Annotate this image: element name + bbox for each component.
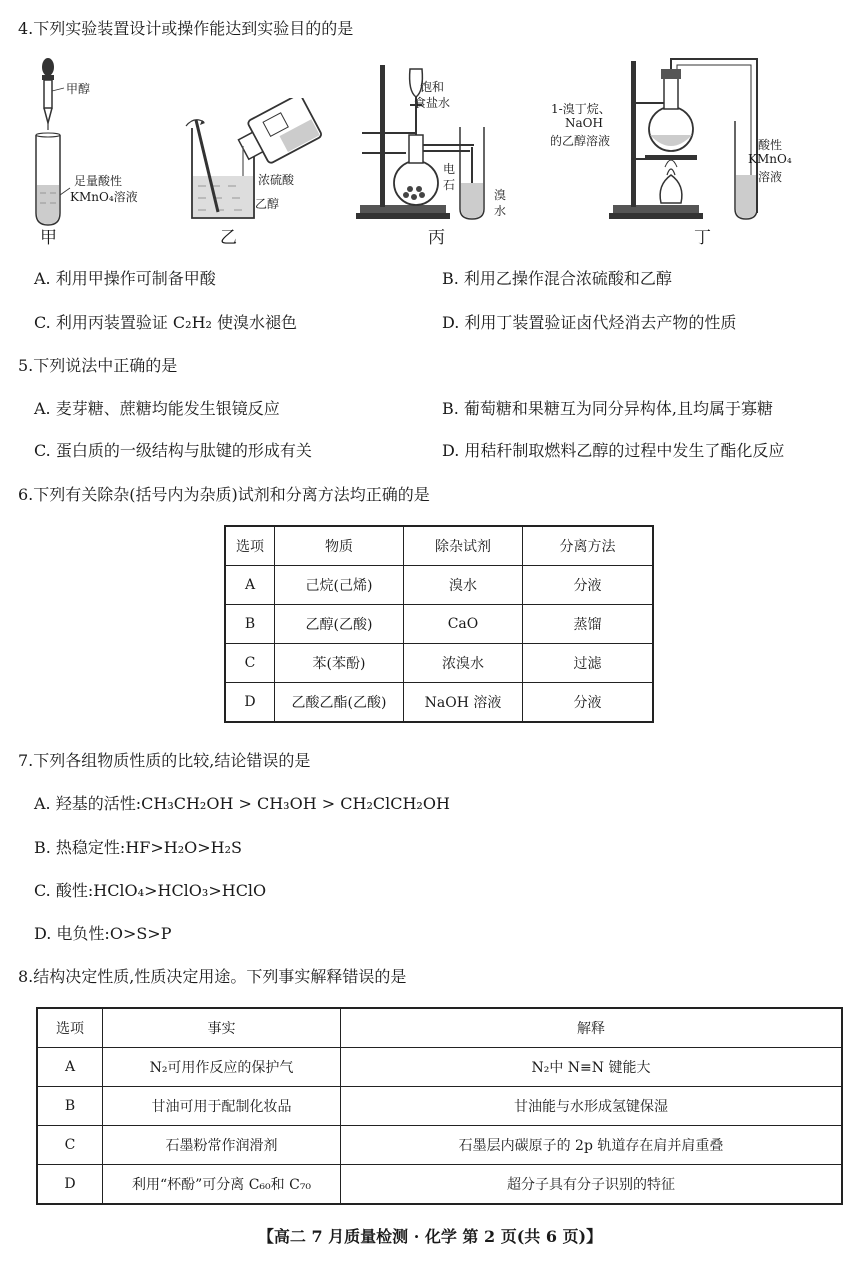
q4-option-c: C. 利用丙装置验证 C₂H₂ 使溴水褪色 — [34, 313, 298, 332]
table-cell: 乙醇(乙酸) — [275, 605, 404, 644]
table-cell: D — [225, 683, 275, 723]
q5-option-a: A. 麦芽糖、蔗糖均能发生银镜反应 — [34, 399, 280, 418]
label-conc-sulfuric: 浓硫酸 — [258, 173, 295, 187]
table-row — [225, 644, 653, 683]
label-ding-kmno4-c: 溶液 — [758, 170, 783, 184]
caption-jia: 甲 — [40, 228, 57, 248]
caption-ding: 丁 — [694, 228, 711, 248]
table-row — [225, 566, 653, 605]
label-reagent-b: NaOH — [565, 116, 603, 130]
label-ding-kmno4-a: 酸性 — [758, 138, 783, 152]
q4-option-d: D. 利用丁装置验证卤代烃消去产物的性质 — [442, 313, 737, 332]
q4-option-b: B. 利用乙操作混合浓硫酸和乙醇 — [442, 269, 672, 288]
q6-stem: 6.下列有关除杂(括号内为杂质)试剂和分离方法均正确的是 — [18, 485, 430, 504]
table-cell: 利用“杯酚”可分离 C₆₀和 C₇₀ — [103, 1165, 341, 1205]
apparatus-yi-illustration — [172, 98, 332, 228]
table-header-cell: 选项 — [37, 1008, 103, 1048]
table-cell: N₂中 N≡N 键能大 — [341, 1048, 843, 1087]
table-cell: 甘油可用于配制化妆品 — [103, 1087, 341, 1126]
table-cell: 己烷(己烯) — [275, 566, 404, 605]
table-header-cell: 事实 — [103, 1008, 341, 1048]
caption-bing: 丙 — [428, 228, 445, 248]
table-cell: C — [225, 644, 275, 683]
table-header-cell: 解释 — [341, 1008, 843, 1048]
table-row — [225, 683, 653, 723]
table-row — [37, 1126, 842, 1165]
q5-option-b: B. 葡萄糖和果糖互为同分异构体,且均属于寡糖 — [442, 399, 774, 418]
q7-option-c: C. 酸性:HClO₄>HClO₃>HClO — [34, 881, 267, 900]
table-header-cell: 选项 — [225, 526, 275, 566]
caption-yi: 乙 — [220, 228, 237, 248]
table-header-cell: 除杂试剂 — [404, 526, 523, 566]
q5-option-d: D. 用秸秆制取燃料乙醇的过程中发生了酯化反应 — [442, 441, 785, 460]
table-cell: 过滤 — [523, 644, 654, 683]
q4-stem: 4.下列实验装置设计或操作能达到实验目的的是 — [18, 19, 354, 38]
q7-option-b: B. 热稳定性:HF>H₂O>H₂S — [34, 838, 243, 857]
page-footer: 【高二 7 月质量检测 · 化学 第 2 页(共 6 页)】 — [257, 1227, 603, 1246]
q7-stem: 7.下列各组物质性质的比较,结论错误的是 — [18, 751, 311, 770]
table-cell: 超分子具有分子识别的特征 — [341, 1165, 843, 1205]
table-cell: 石墨粉常作润滑剂 — [103, 1126, 341, 1165]
table-cell: 蒸馏 — [523, 605, 654, 644]
label-methanol: 甲醇 — [66, 82, 91, 96]
table-cell: 分液 — [523, 683, 654, 723]
table-cell: B — [225, 605, 275, 644]
table-cell: A — [37, 1048, 103, 1087]
label-brine-b: 食盐水 — [414, 96, 451, 110]
table-row — [37, 1087, 842, 1126]
table-row — [37, 1165, 842, 1205]
table-row — [225, 605, 653, 644]
table-cell: 溴水 — [404, 566, 523, 605]
table-cell: CaO — [404, 605, 523, 644]
table-cell: NaOH 溶液 — [404, 683, 523, 723]
table-cell: N₂可用作反应的保护气 — [103, 1048, 341, 1087]
q6-table — [224, 525, 654, 723]
table-cell: 甘油能与水形成氢键保湿 — [341, 1087, 843, 1126]
label-reagent-a: 1-溴丁烷、 — [551, 102, 611, 116]
q7-option-a: A. 羟基的活性:CH₃CH₂OH > CH₃OH > CH₂ClCH₂OH — [34, 794, 450, 813]
table-cell: 苯(苯酚) — [275, 644, 404, 683]
table-cell: 乙酸乙酯(乙酸) — [275, 683, 404, 723]
table-header-cell: 物质 — [275, 526, 404, 566]
q7-option-d: D. 电负性:O>S>P — [34, 924, 172, 943]
label-kmno4-b: KMnO₄溶液 — [70, 190, 138, 204]
q5-stem: 5.下列说法中正确的是 — [18, 356, 178, 375]
q8-stem: 8.结构决定性质,性质决定用途。下列事实解释错误的是 — [18, 967, 407, 986]
label-ding-kmno4-b: KMnO₄ — [748, 152, 792, 166]
apparatus-jia-illustration — [20, 55, 170, 235]
table-header-row — [225, 526, 653, 566]
label-bromine-water-b: 水 — [494, 204, 507, 218]
table-cell: 分液 — [523, 566, 654, 605]
label-kmno4-a: 足量酸性 — [74, 174, 123, 188]
label-bromine-water-a: 溴 — [494, 188, 507, 202]
label-brine-a: 饱和 — [420, 80, 445, 94]
table-cell: A — [225, 566, 275, 605]
q5-option-c: C. 蛋白质的一级结构与肽键的形成有关 — [34, 441, 312, 460]
label-carbide-b: 石 — [443, 178, 456, 192]
table-cell: C — [37, 1126, 103, 1165]
table-header-row — [37, 1008, 842, 1048]
table-header-cell: 分离方法 — [523, 526, 654, 566]
table-cell: B — [37, 1087, 103, 1126]
q8-table — [36, 1007, 843, 1205]
table-cell: 浓溴水 — [404, 644, 523, 683]
table-cell: D — [37, 1165, 103, 1205]
label-carbide-a: 电 — [443, 162, 456, 176]
label-reagent-c: 的乙醇溶液 — [550, 134, 611, 148]
q4-option-a: A. 利用甲操作可制备甲酸 — [34, 269, 216, 288]
table-cell: 石墨层内碳原子的 2p 轨道存在肩并肩重叠 — [341, 1126, 843, 1165]
table-row — [37, 1048, 842, 1087]
label-ethanol: 乙醇 — [255, 197, 280, 211]
